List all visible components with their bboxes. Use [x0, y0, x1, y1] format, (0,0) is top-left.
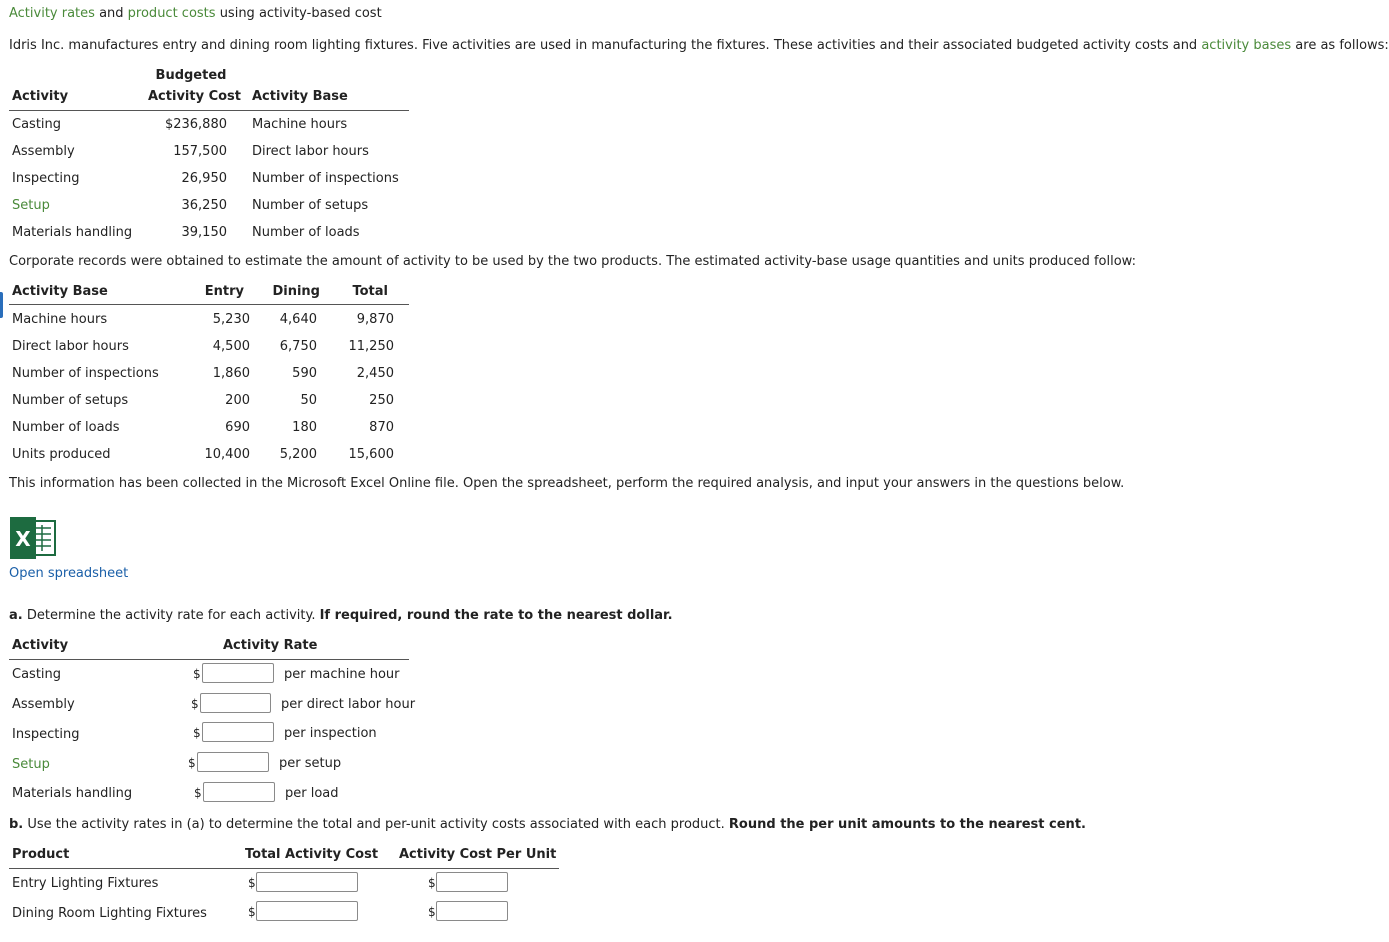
header-activity-cost: Activity Cost	[148, 89, 242, 104]
table2-header-rule	[9, 304, 409, 305]
header-total: Total	[352, 284, 388, 299]
assembly-rate-input[interactable]	[200, 693, 271, 713]
part-b-header-product: Product	[12, 847, 70, 862]
header-entry: Entry	[204, 284, 244, 299]
setup-link[interactable]: Setup	[12, 198, 50, 213]
focus-indicator	[0, 292, 3, 318]
open-spreadsheet-link[interactable]: Open spreadsheet	[9, 566, 129, 581]
part-a-header-rate: Activity Rate	[223, 638, 318, 653]
intro-paragraph: Idris Inc. manufactures entry and dining room lighting fixtures. Five activities are used in manufacturing the fixtures. These activities and their associated budgeted activity costs and activity bases are as follows:	[9, 38, 1389, 53]
part-b-header-rule	[9, 868, 559, 869]
part-b-header-per-unit: Activity Cost Per Unit	[399, 847, 557, 862]
corporate-records-paragraph: Corporate records were obtained to estimate the amount of activity to be used by the two products. The estimated activity-base usage quantities and units produced follow:	[9, 254, 1136, 269]
svg-text:X: X	[15, 527, 31, 551]
entry-total-cost-input[interactable]	[256, 872, 358, 892]
page-title: Activity rates and product costs using activity-based cost	[9, 6, 382, 21]
title-link-activity-rates[interactable]: Activity rates	[9, 6, 95, 21]
activity-bases-link[interactable]: activity bases	[1201, 38, 1292, 53]
setup-rate-input[interactable]	[197, 752, 269, 772]
part-b-header-total: Total Activity Cost	[245, 847, 379, 862]
casting-rate-input[interactable]	[202, 663, 274, 683]
header-activity: Activity	[12, 89, 69, 104]
entry-cost-per-unit-input[interactable]	[436, 872, 508, 892]
table1-header-rule	[9, 110, 409, 111]
header-activity-base-2: Activity Base	[12, 284, 108, 299]
part-b-instructions: b. Use the activity rates in (a) to determine the total and per-unit activity costs associated with each product. Round the per unit amounts to the nearest cent.	[9, 817, 1086, 832]
part-a-header-activity: Activity	[12, 638, 69, 653]
inspecting-rate-input[interactable]	[202, 722, 274, 742]
part-a-instructions: a. Determine the activity rate for each activity. If required, round the rate to the nearest dollar.	[9, 608, 673, 623]
header-dining: Dining	[272, 284, 320, 299]
header-activity-base: Activity Base	[252, 89, 348, 104]
excel-info-paragraph: This information has been collected in the Microsoft Excel Online file. Open the spreadsheet, perform the required analysis, and input your answers in the questions below.	[9, 476, 1125, 491]
dining-total-cost-input[interactable]	[256, 901, 358, 921]
excel-spreadsheet-icon[interactable]	[9, 517, 57, 559]
setup-link-part-a[interactable]: Setup	[12, 757, 50, 772]
part-a-header-rule	[9, 659, 409, 660]
header-budgeted: Budgeted	[155, 68, 227, 83]
dining-cost-per-unit-input[interactable]	[436, 901, 508, 921]
title-link-product-costs[interactable]: product costs	[127, 6, 216, 21]
materials-handling-rate-input[interactable]	[203, 782, 275, 802]
